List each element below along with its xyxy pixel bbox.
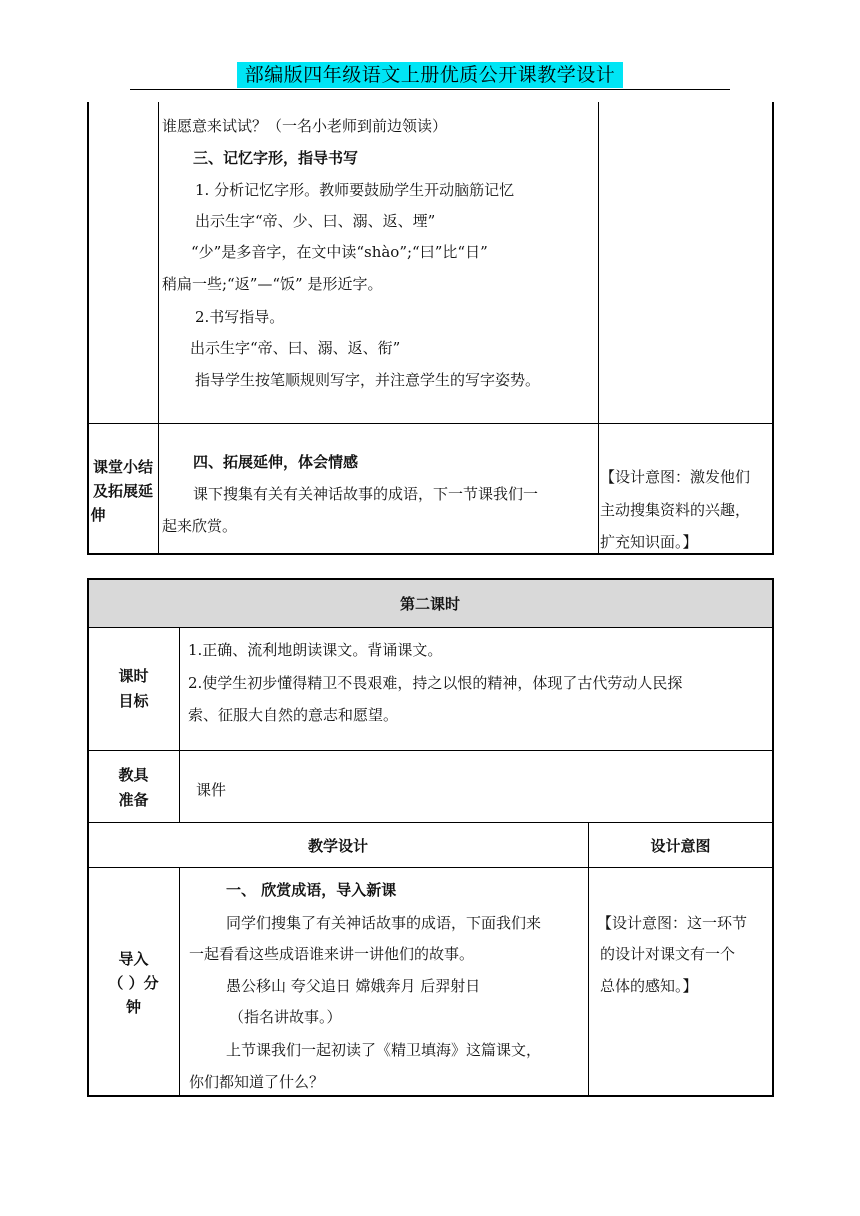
intro-label-line: （ ）分	[108, 974, 159, 992]
intent-line: 扩充知识面。】	[600, 533, 698, 551]
goal-label-line: 目标	[118, 692, 149, 710]
text-line: 出示生字“帝、曰、溺、返、衔”	[190, 339, 401, 357]
text-line: 出示生字“帝、少、曰、溺、返、堙”	[195, 212, 436, 230]
intent-line: 的设计对课文有一个	[600, 945, 736, 963]
intent-line: 【设计意图：这一环节	[597, 914, 748, 932]
summary-label-line: 课堂小结	[92, 458, 153, 476]
page-header-title: 部编版四年级语文上册优质公开课教学设计	[237, 62, 623, 88]
goal-line: 1.正确、流利地朗读课文。背诵课文。	[188, 641, 443, 659]
section-heading: 四、拓展延伸，体会情感	[193, 453, 359, 471]
col-header-intent: 设计意图	[650, 837, 711, 855]
text-line: 1. 分析记忆字形。教师要鼓励学生开动脑筋记忆	[195, 181, 515, 199]
text-line: 指导学生按笔顺规则写字，并注意学生的写字姿势。	[195, 371, 541, 389]
text-line: 2.书写指导。	[195, 308, 285, 326]
section-heading: 一、 欣赏成语，导入新课	[226, 881, 397, 899]
summary-label-line: 及拓展延	[92, 482, 153, 500]
intro-line: 一起看看这些成语谁来讲一讲他们的故事。	[189, 945, 475, 963]
intro-line: 你们都知道了什么？	[189, 1073, 325, 1091]
intent-line: 总体的感知。】	[600, 977, 698, 995]
intro-line: 愚公移山 夸父追日 嫦娥奔月 后羿射日	[226, 977, 481, 995]
summary-label-line: 伸	[90, 506, 106, 524]
intent-line: 【设计意图：激发他们	[600, 468, 751, 486]
intro-line: 上节课我们一起初读了《精卫填海》这篇课文，	[226, 1041, 542, 1059]
intro-label-line: 导入	[118, 950, 149, 968]
goal-label-line: 课时	[118, 667, 149, 685]
prep-label-line: 教具	[118, 766, 149, 784]
prep-value: 课件	[196, 781, 227, 799]
intro-line: （指名讲故事。）	[229, 1008, 342, 1026]
text-line: 起来欣赏。	[162, 517, 238, 535]
prep-label-line: 准备	[118, 791, 149, 809]
text-line: 谁愿意来试试？（一名小老师到前边领读）	[162, 117, 448, 135]
intro-label-line: 钟	[125, 998, 141, 1016]
text-line: 课下搜集有关有关神话故事的成语，下一节课我们一	[193, 485, 539, 503]
goal-line: 索、征服大自然的意志和愿望。	[188, 706, 399, 724]
lesson-title: 第二课时	[399, 595, 460, 613]
text-line: “少”是多音字，在文中读“shào”;“曰”比“日”	[191, 243, 488, 261]
header-rule	[130, 89, 730, 90]
section-heading: 三、记忆字形，指导书写	[193, 149, 359, 167]
goal-line: 2.使学生初步懂得精卫不畏艰难，持之以恨的精神，体现了古代劳动人民探	[188, 674, 683, 692]
intro-line: 同学们搜集了有关神话故事的成语，下面我们来	[226, 914, 542, 932]
intent-line: 主动搜集资料的兴趣，	[600, 501, 751, 519]
col-header-design: 教学设计	[307, 837, 368, 855]
text-line: 稍扁一些;“返”—“饭” 是形近字。	[162, 275, 383, 293]
